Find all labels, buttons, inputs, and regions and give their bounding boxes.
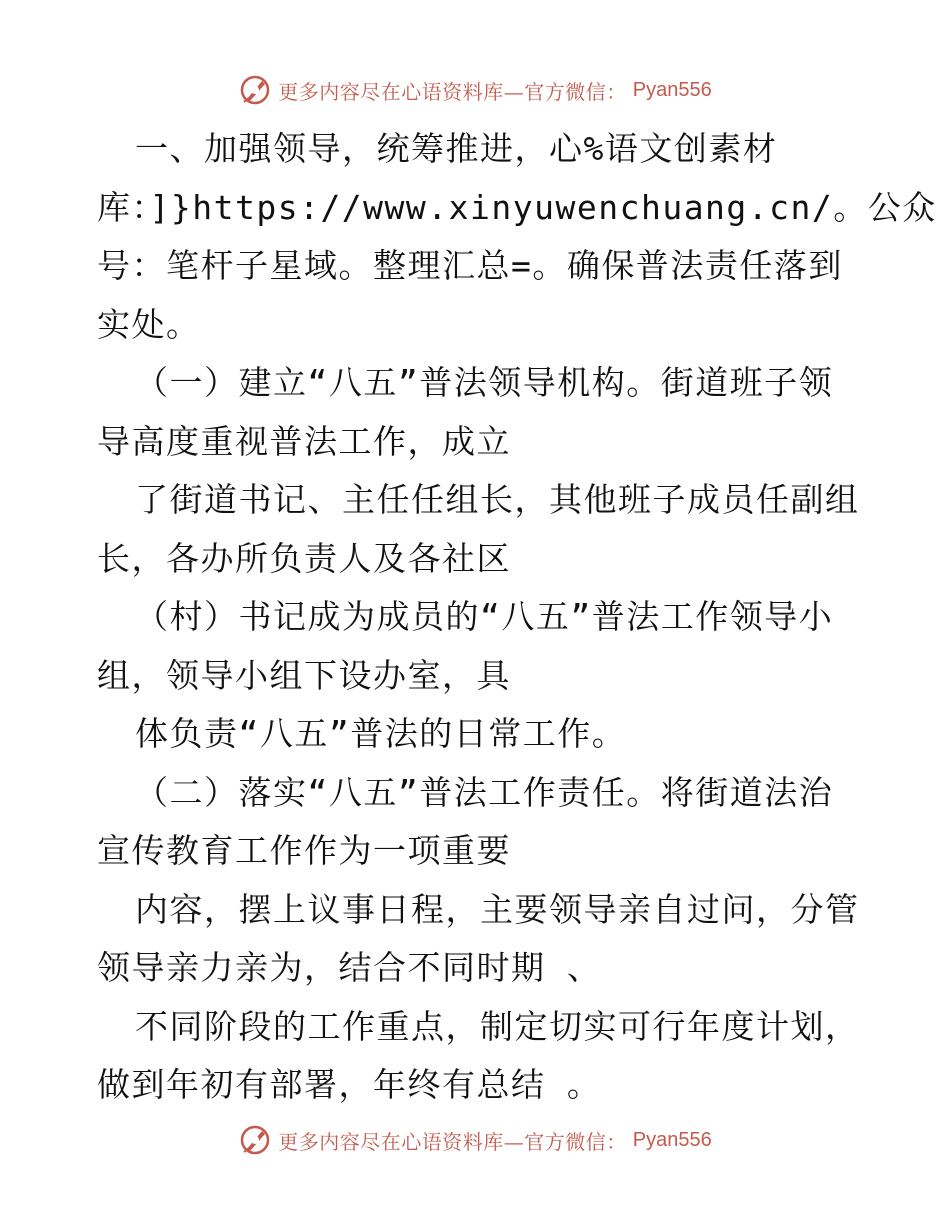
text-line: 库：]}https://www.xinyuwenchuang.cn/。公众 [97,187,937,227]
watermark-banner-top [0,70,950,110]
text-line: 长，各办所负责人及各社区 [97,538,511,578]
watermark-text: 更多内容尽在心语资料库—官方微信： [278,79,627,104]
text-line: 一、加强领导，统筹推进，心%语文创素材 [135,129,778,168]
text-line: 实处。 [97,304,201,344]
text-line: 组，领导小组下设办室，具 [97,655,511,695]
quill-pen-logo-icon [238,1123,272,1157]
text-line: 了街道书记、主任任组长，其他班子成员任副组 [135,480,860,519]
text-line: 内容，摆上议事日程，主要领导亲自过问，分管 [135,889,860,929]
watermark-text: 更多内容尽在心语资料库—官方微信： [278,1129,627,1154]
text-line: 体负责“八五”普法的日常工作。 [135,714,627,753]
text-line: 宣传教育工作作为一项重要 [97,831,511,870]
text-line: 领导亲力亲为，结合不同时期 、 [97,948,602,987]
document-body [97,120,937,1115]
text-line: 做到年初有部署，年终有总结 。 [97,1065,602,1104]
quill-pen-logo-icon [238,73,272,107]
watermark-wechat-id: Pyan556 [632,78,712,101]
text-line: 不同阶段的工作重点，制定切实可行年度计划， [135,1006,860,1046]
text-line: （村）书记成为成员的“八五”普法工作领导小 [135,597,834,636]
text-line: 号：笔杆子星域。整理汇总=。确保普法责任落到 [97,246,843,285]
text-line: （二）落实“八五”普法工作责任。将街道法治 [135,772,834,812]
text-line: 导高度重视普法工作，成立 [97,421,511,461]
watermark-wechat-id: Pyan556 [632,1128,712,1151]
text-line: （一）建立“八五”普法领导机构。街道班子领 [135,363,834,402]
watermark-banner-bottom [0,1120,950,1160]
